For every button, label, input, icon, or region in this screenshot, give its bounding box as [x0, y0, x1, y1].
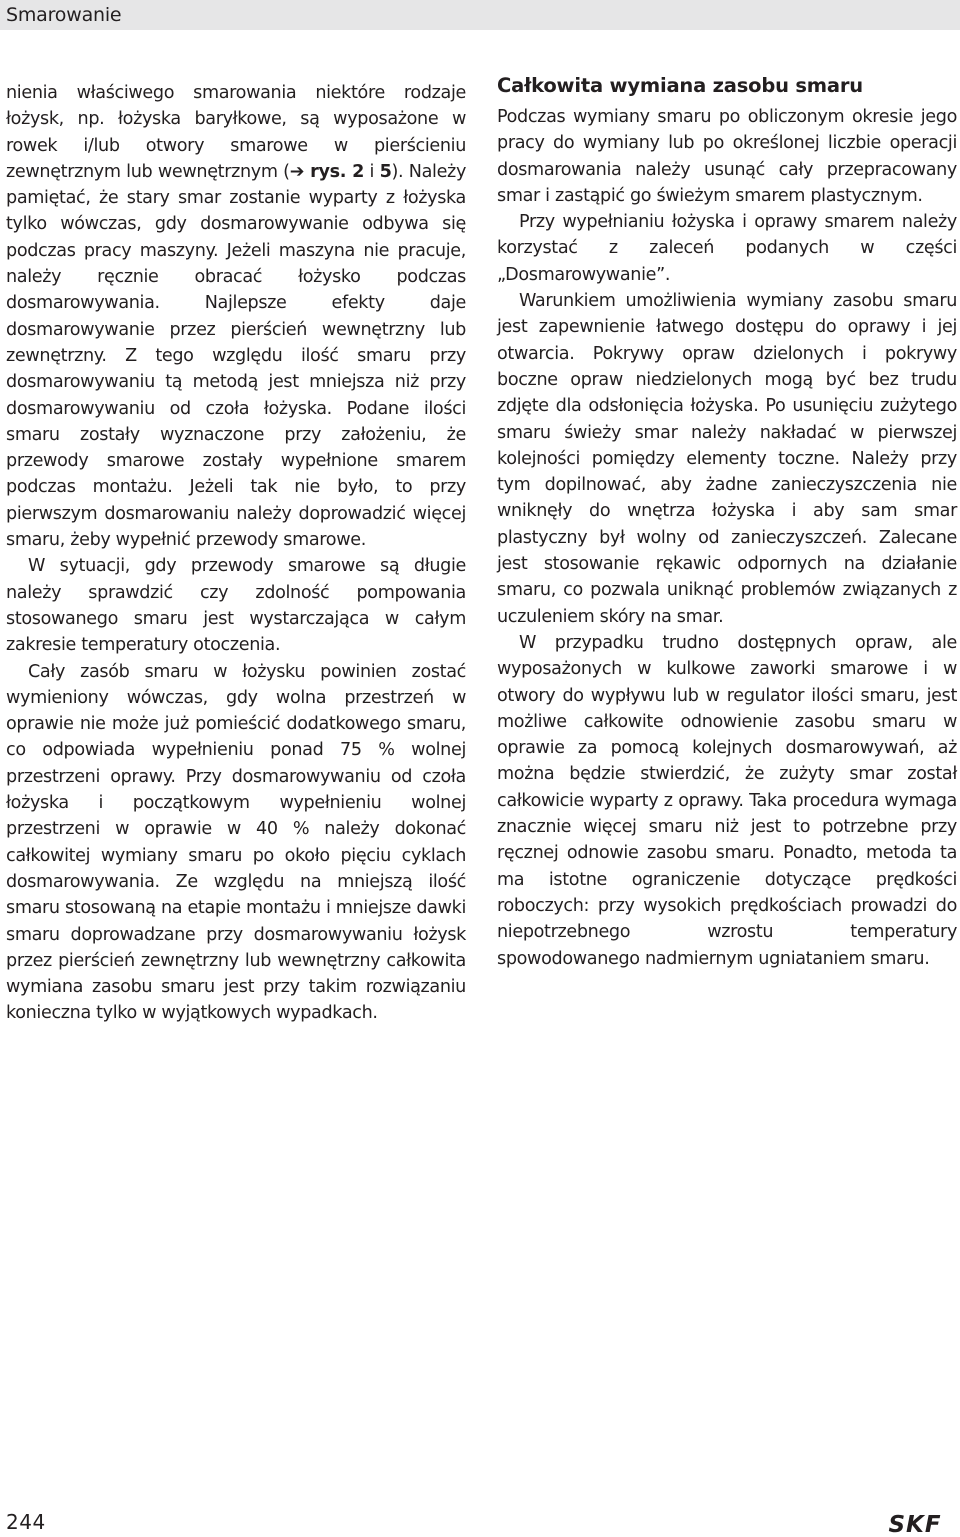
page-number: 244 — [6, 1510, 46, 1534]
paragraph-relubrication — [6, 80, 466, 553]
paragraph-intro: Podczas wymiany smaru po obliczonym okresie jego pracy do wymiany lub po określonej liczbie operacji dosmarowania należy usunąć cały przepracowany smar i zastąpić go świeżym smarem plastycznym. — [497, 107, 957, 206]
right-column — [497, 72, 957, 972]
paragraph-full-replacement: Cały zasób smaru w łożysku powinien zostać wymieniony wówczas, gdy wolna przestrzeń w oprawie nie może już pomieścić dodatkowego smaru, co odpowiada wypełnieniu ponad 75 % wolnej przestrzeni oprawy. Przy dosmarowywaniu od czoła łożyska i początkowym wypełnieniu wolnej przestrzeni w oprawie w 40 % należy dokonać całkowitej wymiany smaru po około pięciu cyklach dosmarowywania. Ze względu na mniejszą ilość smaru stosowaną na etapie montażu i mniejsze dawki smaru doprowadzane przy dosmarowywaniu łożysk przez pierścień zewnętrzny lub wewnętrzny całkowita wymiana zasobu smaru jest przy takim rozwiązaniu konieczna tylko w wyjątkowych wypadkach. — [6, 661, 466, 1024]
figure-reference[interactable]: rys. 2 — [304, 161, 365, 182]
paragraph-text: i — [364, 161, 380, 182]
skf-logo — [874, 1511, 956, 1535]
figure-reference[interactable]: 5 — [379, 161, 392, 182]
paragraph-text: nienia właściwego smarowania niektóre rodzaje łożysk, np. łożyska baryłkowe, są wyposażone w rowek i/lub otwory smarowe w pierścieniu zewnętrznym lub wewnętrznym ( — [6, 83, 466, 182]
paragraph-text: ). Należy pamiętać, że stary smar zostanie wyparty z łożyska tylko wówczas, gdy dosmarowywanie odbywa się podczas pracy maszyny. Jeżeli maszyna nie pracuje, należy ręcznie obracać łożysko podczas dosmarowywania. Najlepsze efekty daje dosmarowywanie przez pierścień wewnętrzny lub zewnętrzny. Z tego względu ilość smaru przy dosmarowywaniu tą metodą jest mniejsza niż przy dosmarowywaniu od czoła łożyska. Podane ilości smaru zostały wyznaczone przy założeniu, że przewody smarowe zostały wypełnione smarem podczas montażu. Jeżeli tak nie było, to przy pierwszym dosmarowaniu należy doprowadzić więcej smaru, żeby wypełnić przewody smarowe. — [6, 161, 466, 551]
left-column — [6, 80, 466, 1027]
section-heading: Całkowita wymiana zasobu smaru — [497, 74, 863, 97]
paragraph-access: Warunkiem umożliwienia wymiany zasobu smaru jest zapewnienie łatwego dostępu do oprawy i jej otwarcia. Pokrywy opraw dzielonych i pokrywy boczne opraw niedzielonych mogą być bez trudu zdjęte dla odsłonięcia łożyska. Po usunięciu zużytego smaru świeży smar należy nakładać w pierwszej kolejności pomiędzy elementy toczne. Należy przy tym dopilnować, aby żadne zanieczyszczenia nie wniknęły do wnętrza łożyska i aby sam smar plastyczny był wolny od zanieczyszczeń. Zalecane jest stosowanie rękawic odpornych na działanie smaru, co pozwala uniknąć problemów związanych z uczuleniem skóry na smar. — [497, 291, 957, 627]
paragraph-long-lines: W sytuacji, gdy przewody smarowe są długie należy sprawdzić czy zdolność pompowania stosowanego smaru jest wystarczająca w całym zakresie temperatury otoczenia. — [6, 556, 466, 656]
page-header — [0, 0, 960, 30]
section-title: Smarowanie — [6, 4, 122, 26]
paragraph-filling: Przy wypełnianiu łożyska i oprawy smarem należy korzystać z zaleceń podanych w części „Dosmarowywanie”. — [497, 212, 957, 285]
skf-logo-text: SKF — [888, 1512, 942, 1535]
arrow-right-icon: ➔ — [289, 161, 305, 182]
paragraph-hard-access: W przypadku trudno dostępnych opraw, ale wyposażonych w kulkowe zaworki smarowe i w otwory do wypływu lub w regulator ilości smaru, jest możliwe całkowite odnowienie zasobu smaru w oprawie za pomocą kolejnych dosmarowywań, aż można będzie stwierdzić, że zużyty smar został całkowicie wyparty z oprawy. Taka procedura wymaga znacznie więcej smaru niż jest to potrzebne przy ręcznej odnowie zasobu smaru. Ponadto, metoda ta ma istotne ograniczenie dotyczące prędkości roboczych: przy wysokich prędkościach prowadzi do niepotrzebnego wzrostu temperatury spowodowanego nadmiernym ugniataniem smaru. — [497, 632, 957, 969]
